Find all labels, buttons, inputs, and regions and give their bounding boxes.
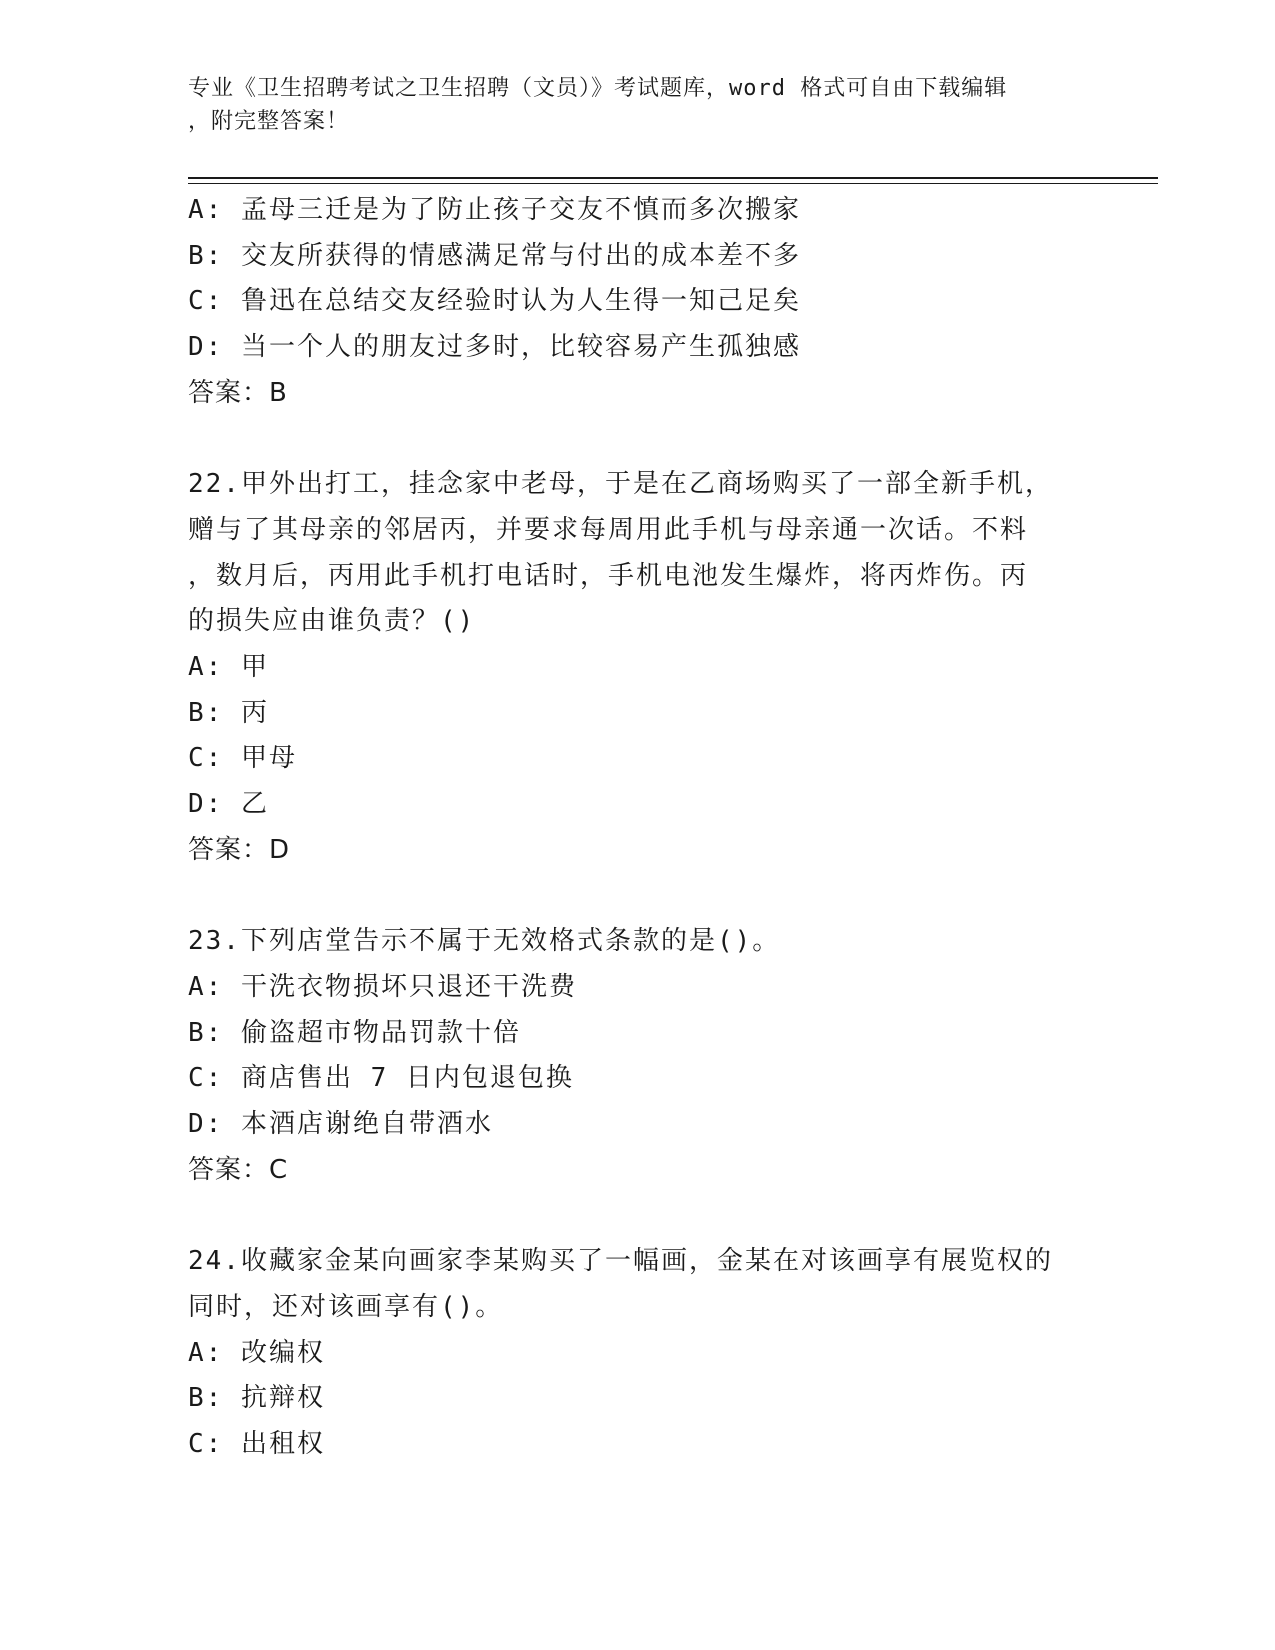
question-stem-line: 同时，还对该画享有()。	[188, 1291, 504, 1322]
question-22	[188, 462, 1088, 873]
option-b: B: 丙	[188, 697, 269, 728]
question-stem-line: 赠与了其母亲的邻居丙，并要求每周用此手机与母亲通一次话。不料	[188, 514, 1029, 545]
answer-line: 答案：C	[188, 1154, 289, 1185]
option-d: D: 乙	[188, 789, 269, 820]
option-d: D: 当一个人的朋友过多时，比较容易产生孤独感	[188, 332, 801, 363]
option-a: A: 甲	[188, 652, 269, 683]
option-a: A: 改编权	[188, 1337, 325, 1368]
option-d: D: 本酒店谢绝自带酒水	[188, 1109, 493, 1140]
spacer	[188, 874, 1088, 920]
document-header	[188, 72, 1088, 138]
option-a: A: 干洗衣物损坏只退还干洗费	[188, 971, 577, 1002]
header-line-1: 专业《卫生招聘考试之卫生招聘（文员）》考试题库，word 格式可自由下载编辑	[188, 76, 1008, 101]
question-stem-line: ，数月后，丙用此手机打电话时，手机电池发生爆炸，将丙炸伤。丙	[188, 560, 1029, 591]
question-23	[188, 919, 1088, 1193]
option-a: A: 孟母三迁是为了防止孩子交友不慎而多次搬家	[188, 195, 801, 225]
option-c: C: 甲母	[188, 743, 297, 774]
option-b: B: 交友所获得的情感满足常与付出的成本差不多	[188, 240, 801, 271]
header-divider-thin	[188, 183, 1158, 184]
spacer	[188, 417, 1088, 463]
answer-line: 答案：D	[188, 834, 291, 865]
header-divider-thick	[188, 177, 1158, 179]
question-stem-line: 23.下列店堂告示不属于无效格式条款的是()。	[188, 926, 781, 957]
option-b: B: 偷盗超市物品罚款十倍	[188, 1017, 521, 1048]
option-c: C: 鲁迅在总结交友经验时认为人生得一知己足矣	[188, 286, 801, 317]
option-c: C: 出租权	[188, 1428, 325, 1459]
header-line-2: ，附完整答案！	[188, 109, 350, 134]
question-stem-line: 的损失应由谁负责？()	[188, 606, 476, 637]
question-stem-line: 24.收藏家金某向画家李某购买了一幅画，金某在对该画享有展览权的	[188, 1246, 1053, 1277]
option-b: B: 抗辩权	[188, 1383, 325, 1414]
spacer	[188, 1193, 1088, 1239]
question-21	[188, 188, 1088, 417]
option-c: C: 商店售出 7 日内包退包换	[188, 1063, 574, 1094]
question-stem-line: 22.甲外出打工，挂念家中老母，于是在乙商场购买了一部全新手机，	[188, 469, 1053, 500]
question-24	[188, 1239, 1088, 1468]
answer-line: 答案：B	[188, 377, 288, 408]
question-content	[188, 188, 1088, 1468]
